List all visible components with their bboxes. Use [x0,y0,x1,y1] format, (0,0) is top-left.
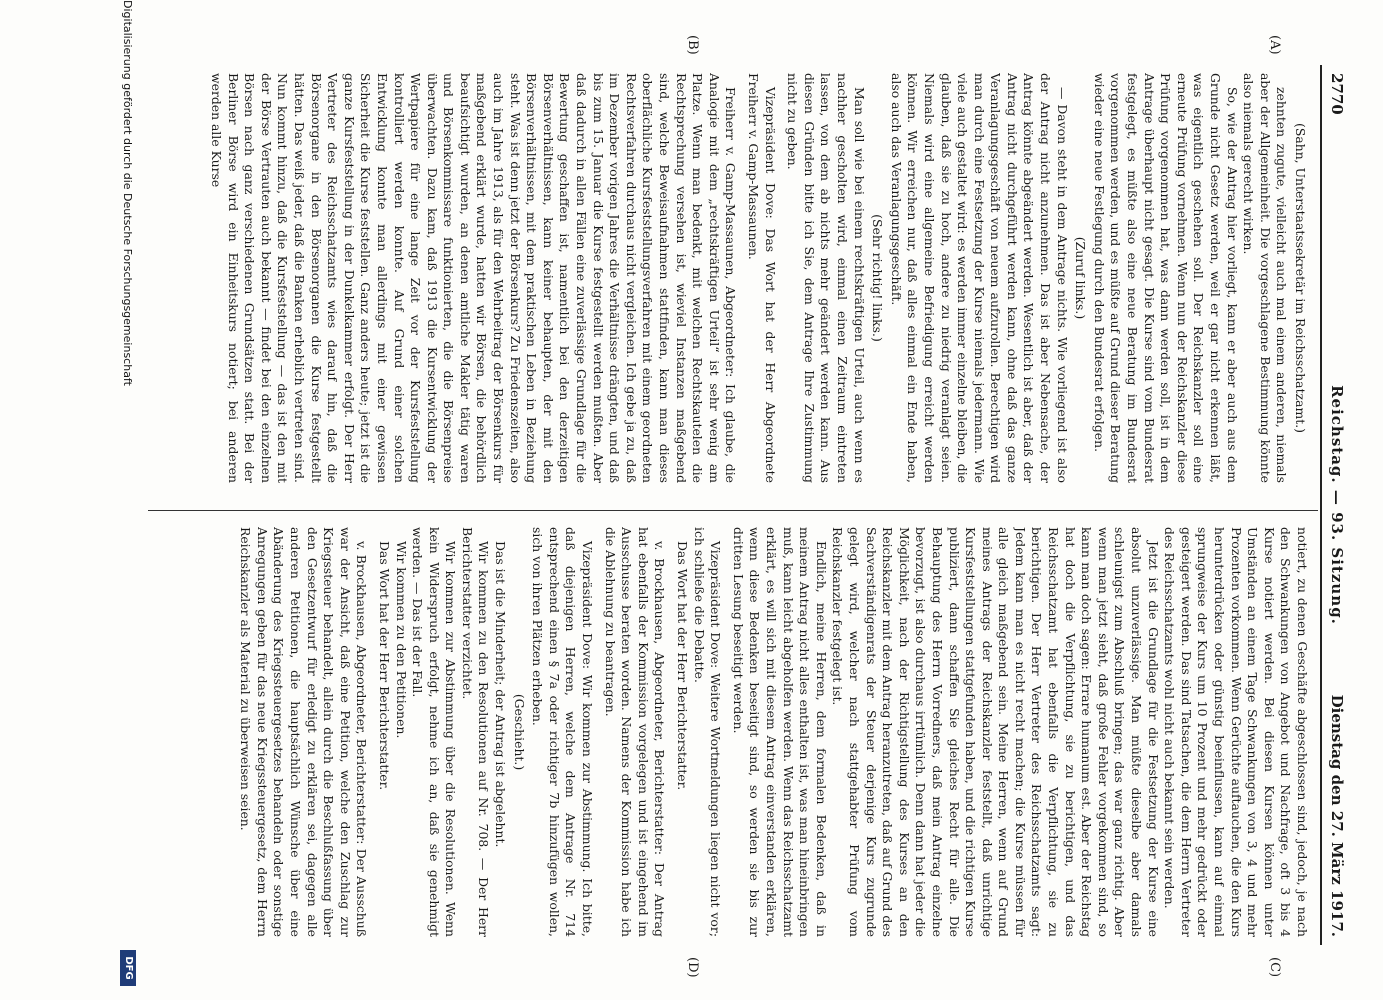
paragraph: Wir kommen zur Abstimmung über die Resolutionen. Wenn kein Widerspruch erfolgt, nehme ich an, daß sie genehmigt werden. — Das ist der Fall. [410,527,459,937]
interjection: (Geschieht.) [511,693,527,771]
paragraph: Endlich, meine Herren, dem formalen Bedenken, daß in meinem Antrag nicht alles enthalten ist, was man hineinbringen muß, kann leicht abgeholfen werden. Wenn das Reichsschatzamt erklärt, es will sich mit diesem Antrag einverstanden erklären, wenn diese Bedenken beseitigt sind, so werden sie bis zur dritten Lesung beseitigt werden. [730,527,829,937]
page-number: 2770 [1328,73,1346,115]
margin-marker-b: (B) [685,35,700,55]
page-date: Dienstag den 27. März 1917. [1328,694,1346,937]
dfg-logo: DFG [120,950,136,986]
paragraph: Das ist die Minderheit; der Antrag ist abgelehnt. [493,541,509,848]
paragraph: — Davon steht in dem Antrage nichts. Wie vorliegend ist also der Antrag nicht anzunehmen. Das ist aber Nebensache, der Antrag könnte abgeändert werden. Wesentlich ist aber, daß der Antrag nicht durchgeführt werden kann, ohne daß das ganze Veranlagungsgeschäft von neuem aufzurollen. Berechtigen wird man durch eine Festsetzung der Kurse niemals jedermann. Wie viele auch gestaltet wird: es werden immer einzelne bleiben, die glauben, daß sie zu hoch, andere zu niedrig veranlagt seien. Niemals wird eine allgemeine Befriedigung erreicht werden können. Wir erreichen nur, daß alles einmal ein Ende haben, also auch das Veranlagungsgeschäft. [888,73,1070,483]
paragraph: So, wie der Antrag hier vorliegt, kann er aber auch aus dem Grunde nicht Gesetz werden, weil er gar nicht erkennen läßt, was eigentlich geschehen soll. Der Reichskanzler soll eine erneute Prüfung vornehmen. Wenn nun der Reichskanzler diese Prüfung vorgenommen hat, was dann werden soll, ist in dem Antrage überhaupt nicht gesagt. Die Kurse sind vom Bundesrat festgelegt, es müßte also eine neue Beratung im Bundesrat vorgenommen werden, und es müßte auf Grund dieser Beratung wieder eine neue Festlegung durch den Bundesrat erfolgen. [1091,73,1240,483]
page-title: Reichstag. — 93. Sitzung. [1328,385,1346,625]
paragraph: Vizepräsident Dove: Wir kommen zur Abstimmung. Ich bitte, daß diejenigen Herren, welche dem Antrage Nr. 714 entsprechend einen § 7a oder richtiger 7b hinzufügen wollen, sich von ihren Plätzen erheben. [530,527,596,937]
paragraph: Wir kommen zu den Petitionen. [393,541,409,739]
paragraph: zehnten zugute, vielleicht auch mal einem anderen, niemals aber der Allgemeinheit. Die vorgeschlagene Bestimmung könnte also niemals gerecht wirken. [1241,73,1290,483]
paragraph: v. Brockhausen, Abgeordneter, Berichterstatter: Der Ausschuß war der Ansicht, daß eine Petition, welche den Zuschlag zur Kriegssteuer behandelt, allein durch die Beschlußfassung über den Gesetzentwurf für erledigt zu erklären sei, dagegen alle anderen Petitionen, die hauptsächlich Wünsche über eine Abänderung des Kriegssteuergesetzes behandeln oder sonstige Anregungen geben für das neue Kriegssteuergesetz, dem Herrn Reichskanzler als Material zu überweisen seien. [238,527,370,937]
paragraph: Vizepräsident Dove: Weitere Wortmeldungen liegen nicht vor; ich schließe die Debatte. [691,527,724,937]
paragraph: v. Brockhausen, Abgeordneter, Berichterstatter: Der Antrag hat ebenfalls der Kommission vorgelegen und ist eingehend im Ausschusse beraten worden. Namens der Kommission habe ich die Ablehnung zu beantragen. [602,527,668,937]
margin-marker-d: (D) [685,957,700,978]
margin-marker-c: (C) [1267,957,1282,978]
paragraph: Vizepräsident Dove: Das Wort hat der Herr Abgeordnete Freiherr v. Gamp-Massaunen. [746,73,778,483]
paragraph: Das Wort hat der Herr Berichterstatter. [376,541,392,791]
paragraph: Wir kommen zu den Resolutionen auf Nr. 708. — Der Herr Berichterstatter verzichtet. [459,527,492,937]
paragraph: Jetzt ist die Grundlage für die Festsetzung der Kurse eine absolut unzuverlässige. Man müßte dieselbe aber damals schleunigst zum Abschluß bringen; das war ganz richtig. Aber wenn man jetzt sieht, daß große Fehler vorgekommen sind, so kann man doch sagen: Errare humanum est. Aber der Reichstag hat doch die Verpflichtung, sie zu berichtigen, und das Reichsschatzamt hat ebenfalls die Verpflichtung, sie zu berichtigen. Der Herr Vertreter des Reichsschatzamts sagt: Jedem kann man es nicht recht machen; die Kurse müssen für alle gleich maßgebend sein. Meine Herren, wenn auf Grund meines Antrags der Reichskanzler feststellt, daß unrichtige Kursfeststellungen stattgefunden haben, und die richtigen Kurse publiziert, dann schaffen Sie gleiches Recht für alle. Die Behauptung des Herrn Vorredners, daß mein Antrag einzelne bevorzugt, ist also durchaus irrtümlich. Denn dann hat jeder die Möglichkeit, nach der Richtigstellung des Kurses an den Reichskanzler mit dem Antrag heranzutreten, daß auf Grund des Sachverständigenrats der Steuer derjenige Kurs zugrunde gelegt wird, welcher nach stattgehabter Prüfung vom Reichskanzler festgelegt ist. [830,527,1161,937]
interjection: (Zuruf links.) [1073,236,1089,320]
interjection: (Sehr richtig! links.) [870,214,886,342]
paragraph: Freiherr v. Gamp-Massaunen, Abgeordneter: Ich glaube, die Analogie mit dem „rechtskräftigen Urteil“ ist sehr wenig am Platze. Wenn man bedenkt, mit welchen Rechtskautelen die Rechtsprechung versehen ist, wieviel Instanzen maßgebend sind, welche Beweisaufnahmen stattfinden, kann man dieses oberflächliche Kursfeststellungsverfahren mit einem geordneten Rechtsverfahren durchaus nicht vergleichen. Ich gebe ja zu, daß im Dezember vorigen Jahres die Verhältnisse drängten, und daß bis zum 15. Januar die Kurse festgestellt werden mußten. Aber daß dadurch in allen Fällen eine zuverlässige Grundlage für die Bewertung geschaffen ist, namentlich bei den derzeitigen Börsenverhältnissen, kann keiner behaupten, der mit den Börsenverhältnissen, mit dem praktischen Leben in Beziehung steht. Was ist denn jetzt der Börsenkurs? Zu Friedenszeiten, also auch im Jahre 1913, als für den Wehrbeitrag der Börsenkurs für maßgebend erklärt wurde, hatten wir Börsen, die behördlich beaufsichtigt wurden, an denen amtliche Makler tätig waren und Börsenkommissare funktionierten, die die Börsenpreise überwachten. Dazu kam, daß 1913 die Kursentwicklung der Wertpapiere für eine lange Zeit vor der Kursfeststellung kontrolliert werden konnte. Auf Grund einer solchen Entwicklung konnte man allerdings mit einer gewissen Sicherheit die Kurse feststellen. Ganz anders heute; jetzt ist die ganze Kursfeststellung in der Dunkelkammer erfolgt. Der Herr Vertreter des Reichsschatzamts wies darauf hin, daß die Börsenorgane in den Börsenorganen die Kurse festgestellt hätten. Das weiß jeder, daß die Banken erheblich vertreten sind. Nun kommt hinzu, daß die Kursfeststellung — das ist den mit der Börse Vertrauten auch bekannt — findet bei den einzelnen Börsen nach ganz verschiedenen Grundsätzen statt. Bei der Berliner Börse wird ein Einheitskurs notiert; bei anderen werden alle Kurse [209,73,739,483]
paragraph: Das Wort hat der Herr Berichterstatter. [675,541,691,791]
credit-text: Digitalisierung gefördert durch die Deutsche Forschungsgemeinschaft [121,0,134,386]
paragraph: notiert, zu denen Geschäfte abgeschlossen sind, jedoch, je nach den Schwankungen von Angebot und Nachfrage, oft 3 bis 4 Kurse notiert werden. Bei diesen Kursen können unter Umständen an einem Tage Schwankungen von 3, 4 und mehr Prozenten vorkommen. Wenn Gerüchte auftauchen, die den Kurs herunterdrücken oder günstig beeinflussen, kann auf einmal sprungweise der Kurs um 10 Prozent und mehr gedrückt oder gesteigert werden. Das sind Tatsachen, die dem Herrn Vertreter des Reichsschatzamts wohl nicht auch bekannt sein werden. [1162,527,1310,937]
page-header [1324,65,1348,945]
left-column [160,73,1310,483]
right-column [160,527,1310,937]
margin-marker-a: (A) [1267,35,1282,55]
speaker-header: (Sahn, Unterstaatssekretär im Reichsschatzamt.) [1293,123,1308,433]
digitization-credit [114,0,138,1000]
column-divider [148,510,1318,511]
header-rule [1320,65,1322,945]
paragraph: Man soll wie bei einem rechtskräftigen Urteil, auch wenn es nachher gescholten wird, einmal einen Zeitraum eintreten lassen, von dem ab nichts mehr geändert werden kann. Aus diesen Gründen bitte ich Sie, dem Antrage Ihre Zustimmung nicht zu geben. [785,73,867,483]
